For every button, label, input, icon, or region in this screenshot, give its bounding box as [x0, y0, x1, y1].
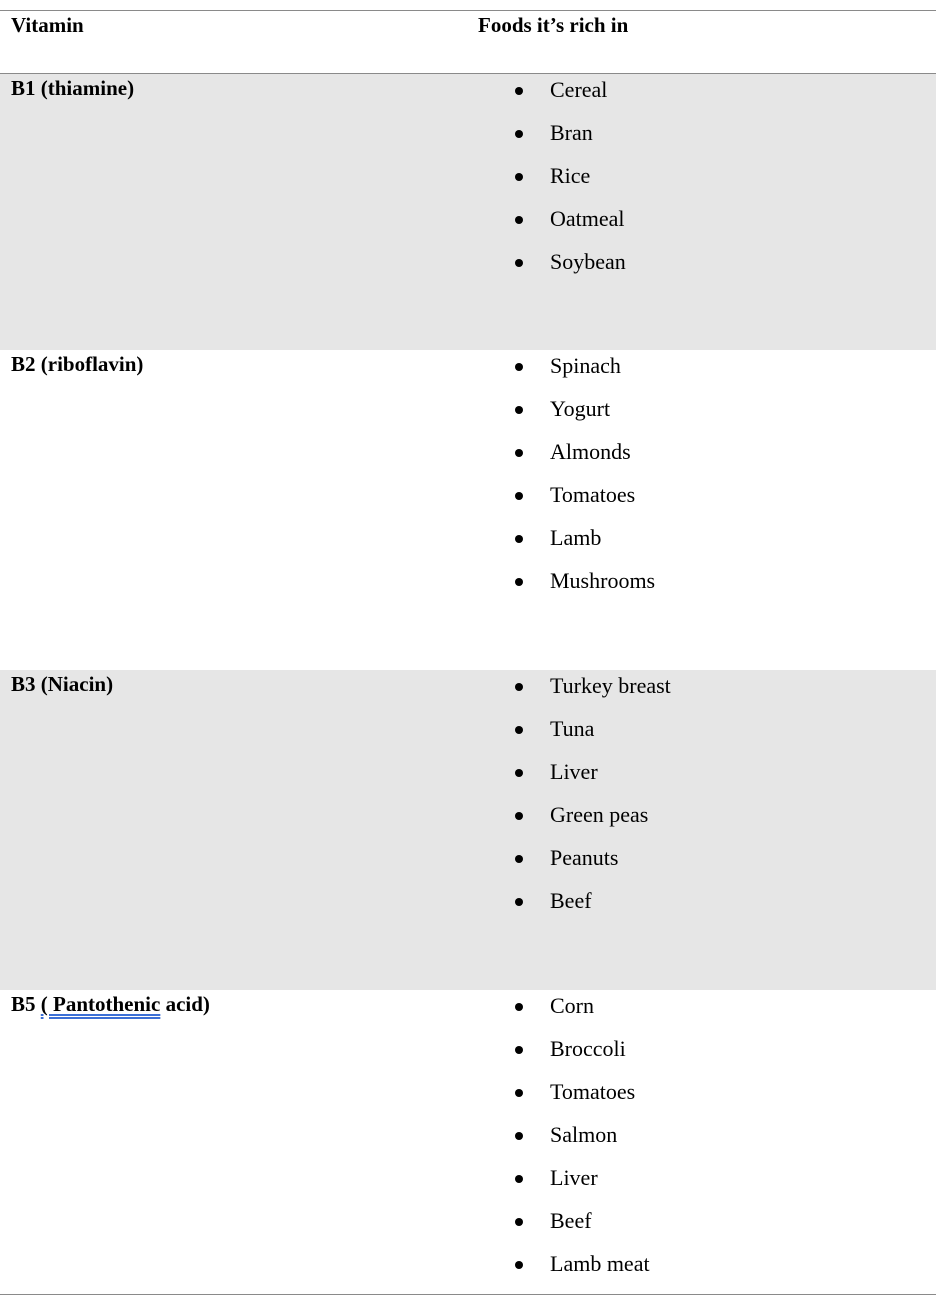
- bullet-icon: [515, 1003, 523, 1011]
- bullet-icon: [515, 1261, 523, 1269]
- header-foods: Foods it’s rich in: [478, 13, 629, 37]
- food-name: Broccoli: [550, 1036, 626, 1061]
- list-item: [510, 716, 671, 759]
- bullet-icon: [515, 406, 523, 414]
- list-item: [510, 1251, 650, 1294]
- bullet-icon: [515, 812, 523, 820]
- vitamin-name-suffix: acid): [160, 992, 210, 1016]
- list-item: [510, 845, 671, 888]
- list-item: [510, 206, 626, 249]
- food-list: [510, 673, 671, 931]
- list-item: [510, 120, 626, 163]
- bullet-icon: [515, 1175, 523, 1183]
- bullet-icon: [515, 449, 523, 457]
- list-item: [510, 353, 655, 396]
- food-name: Tomatoes: [550, 482, 636, 507]
- food-name: Cereal: [550, 77, 608, 102]
- list-item: [510, 525, 655, 568]
- bullet-icon: [515, 130, 523, 138]
- food-name: Corn: [550, 993, 594, 1018]
- list-item: [510, 396, 655, 439]
- bullet-icon: [515, 769, 523, 777]
- list-item: [510, 482, 655, 525]
- table-row-b5: [0, 990, 936, 1290]
- bullet-icon: [515, 683, 523, 691]
- food-name: Spinach: [550, 353, 621, 378]
- bullet-icon: [515, 535, 523, 543]
- food-name: Green peas: [550, 802, 649, 827]
- list-item: [510, 163, 626, 206]
- food-name: Lamb meat: [550, 1251, 650, 1276]
- bullet-icon: [515, 216, 523, 224]
- bullet-icon: [515, 578, 523, 586]
- bullet-icon: [515, 1046, 523, 1054]
- food-name: Lamb: [550, 525, 602, 550]
- food-name: Mushrooms: [550, 568, 656, 593]
- list-item: [510, 1079, 650, 1122]
- food-name: Salmon: [550, 1122, 618, 1147]
- food-name: Beef: [550, 888, 592, 913]
- bullet-icon: [515, 1218, 523, 1226]
- list-item: [510, 249, 626, 292]
- table-row-b3: [0, 670, 936, 990]
- food-name: Liver: [550, 1165, 598, 1190]
- table-row-b2: [0, 350, 936, 670]
- food-list: [510, 77, 626, 292]
- food-name: Tuna: [550, 716, 595, 741]
- header-vitamin: Vitamin: [11, 13, 84, 37]
- list-item: [510, 673, 671, 716]
- list-item: [510, 888, 671, 931]
- food-name: Oatmeal: [550, 206, 625, 231]
- bullet-icon: [515, 1132, 523, 1140]
- food-name: Turkey breast: [550, 673, 671, 698]
- list-item: [510, 1208, 650, 1251]
- bullet-icon: [515, 726, 523, 734]
- bullet-icon: [515, 898, 523, 906]
- bullet-icon: [515, 87, 523, 95]
- list-item: [510, 759, 671, 802]
- food-name: Tomatoes: [550, 1079, 636, 1104]
- vitamin-food-table: [0, 10, 936, 1290]
- food-name: Rice: [550, 163, 591, 188]
- food-name: Yogurt: [550, 396, 611, 421]
- bullet-icon: [515, 259, 523, 267]
- list-item: [510, 1036, 650, 1079]
- table-row-b1: [0, 74, 936, 350]
- list-item: [510, 1165, 650, 1208]
- food-name: Bran: [550, 120, 593, 145]
- bullet-icon: [515, 173, 523, 181]
- bullet-icon: [515, 1089, 523, 1097]
- bullet-icon: [515, 855, 523, 863]
- table-header-row: [0, 11, 936, 73]
- food-list: [510, 993, 650, 1294]
- list-item: [510, 77, 626, 120]
- list-item: [510, 1122, 650, 1165]
- food-list: [510, 353, 655, 611]
- bullet-icon: [515, 492, 523, 500]
- food-name: Soybean: [550, 249, 626, 274]
- vitamin-name: B3 (Niacin): [11, 672, 114, 696]
- vitamin-name-prefix: B5: [11, 992, 41, 1016]
- list-item: [510, 568, 655, 611]
- list-item: [510, 802, 671, 845]
- vitamin-name: B1 (thiamine): [11, 76, 135, 100]
- bullet-icon: [515, 363, 523, 371]
- food-name: Liver: [550, 759, 598, 784]
- food-name: Peanuts: [550, 845, 619, 870]
- vitamin-name: [11, 991, 210, 1017]
- spellcheck-word[interactable]: ( Pantothenic: [40, 992, 161, 1016]
- food-name: Beef: [550, 1208, 592, 1233]
- food-name: Almonds: [550, 439, 631, 464]
- vitamin-name: B2 (riboflavin): [11, 352, 144, 376]
- table-bottom-rule: [0, 1294, 936, 1295]
- list-item: [510, 439, 655, 482]
- list-item: [510, 993, 650, 1036]
